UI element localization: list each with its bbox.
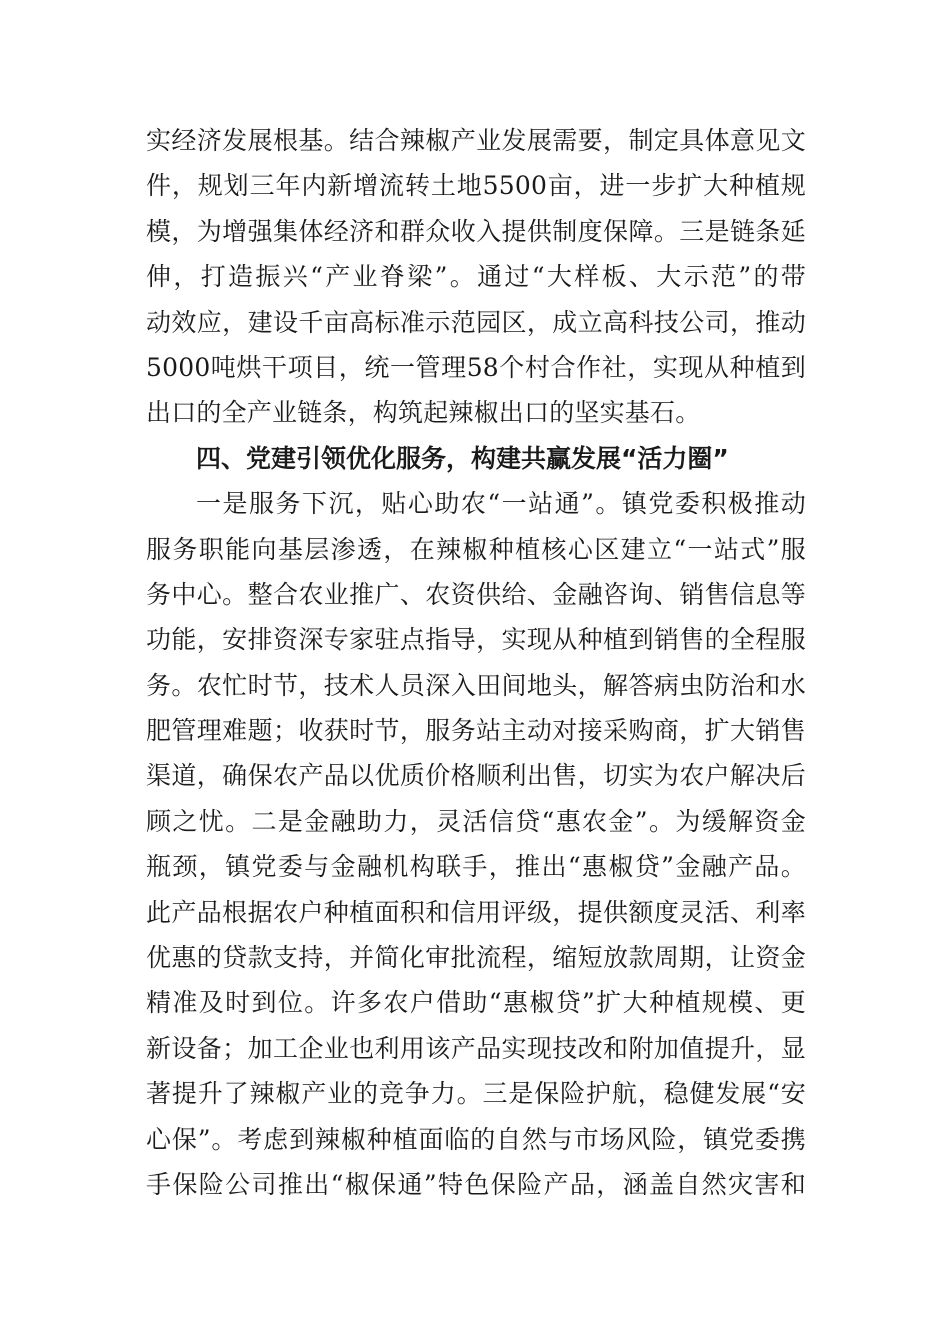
body-line: 渠道，确保农产品以优质价格顺利出售，切实为农户解决后 bbox=[146, 761, 806, 791]
body-line: 手保险公司推出“椒保通”特色保险产品，涵盖自然灾害和 bbox=[146, 1169, 806, 1199]
body-line: 件，规划三年内新增流转土地5500亩，进一步扩大种植规 bbox=[146, 171, 806, 201]
body-line: 务。农忙时节，技术人员深入田间地头，解答病虫防治和水 bbox=[146, 670, 806, 700]
body-line: 心保”。考虑到辣椒种植面临的自然与市场风险，镇党委携 bbox=[146, 1124, 806, 1154]
body-line: 实经济发展根基。结合辣椒产业发展需要，制定具体意见文 bbox=[146, 126, 806, 155]
body-line: 功能，安排资深专家驻点指导，实现从种植到销售的全程服 bbox=[146, 625, 806, 655]
body-line: 肥管理难题；收获时节，服务站主动对接采购商，扩大销售 bbox=[146, 716, 806, 746]
body-line: 务中心。整合农业推广、农资供给、金融咨询、销售信息等 bbox=[146, 579, 806, 609]
body-line: 新设备；加工企业也利用该产品实现技改和附加值提升，显 bbox=[146, 1033, 806, 1063]
body-line: 优惠的贷款支持，并简化审批流程，缩短放款周期，让资金 bbox=[146, 943, 806, 973]
body-line: 一是服务下沉，贴心助农“一站通”。镇党委积极推动 bbox=[196, 489, 806, 519]
body-line: 精准及时到位。许多农户借助“惠椒贷”扩大种植规模、更 bbox=[146, 988, 806, 1018]
body-line: 出口的全产业链条，构筑起辣椒出口的坚实基石。 bbox=[146, 398, 701, 428]
document-body bbox=[146, 118, 806, 1207]
body-line: 伸，打造振兴“产业脊梁”。通过“大样板、大示范”的带 bbox=[146, 262, 806, 292]
body-line: 著提升了辣椒产业的竞争力。三是保险护航，稳健发展“安 bbox=[146, 1079, 806, 1109]
body-line: 此产品根据农户种植面积和信用评级，提供额度灵活、利率 bbox=[146, 897, 806, 927]
section-heading: 四、党建引领优化服务，构建共赢发展“活力圈” bbox=[196, 443, 729, 473]
body-line: 5000吨烘干项目，统一管理58个村合作社，实现从种植到 bbox=[146, 352, 806, 382]
body-line: 瓶颈，镇党委与金融机构联手，推出“惠椒贷”金融产品。 bbox=[146, 852, 806, 882]
body-line: 服务职能向基层渗透，在辣椒种植核心区建立“一站式”服 bbox=[146, 534, 806, 564]
body-line: 顾之忧。二是金融助力，灵活信贷“惠农金”。为缓解资金 bbox=[146, 806, 806, 836]
body-line: 模，为增强集体经济和群众收入提供制度保障。三是链条延 bbox=[146, 216, 806, 246]
body-line: 动效应，建设千亩高标准示范园区，成立高科技公司，推动 bbox=[146, 307, 806, 337]
